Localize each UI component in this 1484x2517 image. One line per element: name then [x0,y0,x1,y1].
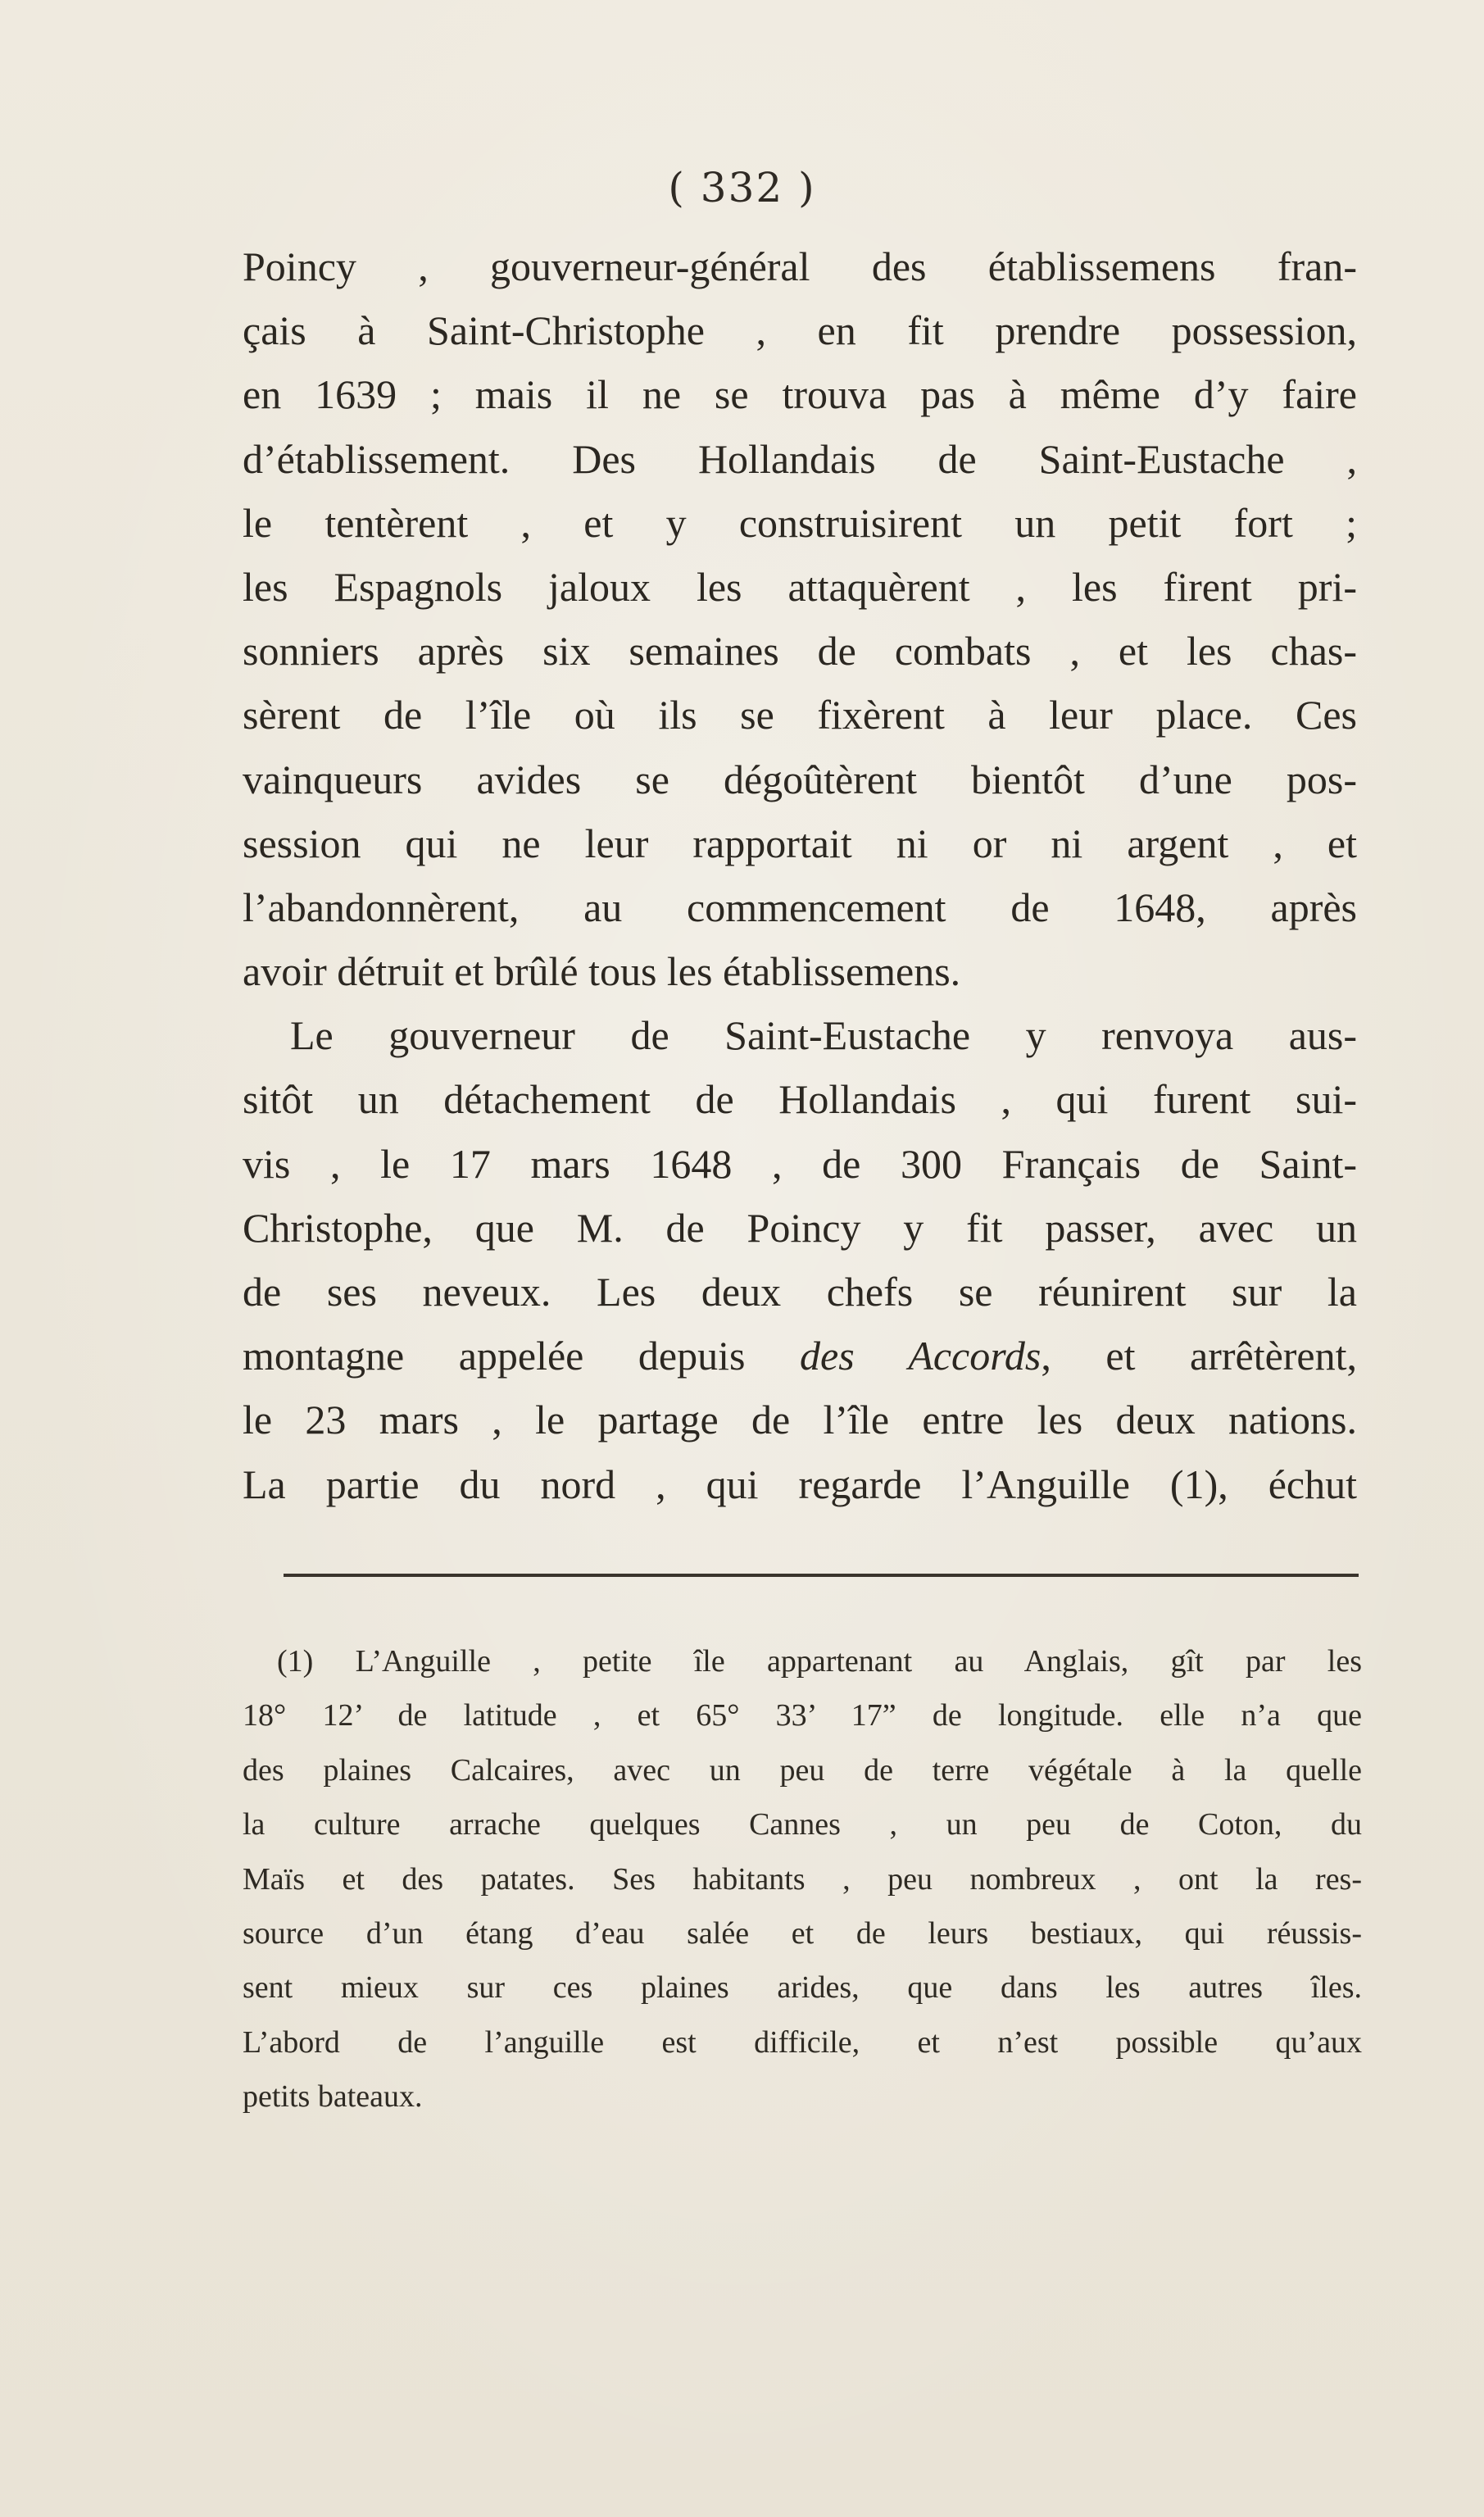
footnote-line: Maïs et des patates. Ses habitants , peu nombreux , ont la res- [243,1861,1362,1897]
italic-place-name: des Accords [800,1333,1042,1379]
body-line: d’établissement. Des Hollandais de Saint-Eustache , [243,435,1357,482]
body-line: Poincy , gouverneur-général des établissemens fran- [243,243,1357,289]
body-line: çais à Saint-Christophe , en fit prendre possession, [243,307,1357,354]
footnote-line: source d’un étang d’eau salée et de leurs bestiaux, qui réussis- [243,1915,1362,1951]
footnote-line: L’abord de l’anguille est difficile, et n’est possible qu’aux [243,2024,1362,2060]
body-text [243,234,1357,1516]
body-line: l’abandonnèrent, au commencement de 1648, après [243,884,1357,930]
body-line: en 1639 ; mais il ne se trouva pas à même d’y faire [243,371,1357,418]
footnote-separator-rule [284,1574,1359,1577]
footnote [243,1634,1362,2124]
footnote-line: 18° 12’ de latitude , et 65° 33’ 17” de longitude. elle n’a que [243,1698,1362,1733]
body-line: Le gouverneur de Saint-Eustache y renvoya aus- [290,1012,1357,1059]
body-line: de ses neveux. Les deux chefs se réunirent sur la [243,1269,1357,1315]
body-line: vis , le 17 mars 1648 , de 300 Français de Saint- [243,1140,1357,1187]
body-line: le 23 mars , le partage de l’île entre les deux nations. [243,1397,1357,1443]
body-line: Christophe, que M. de Poincy y fit passer, avec un [243,1204,1357,1251]
body-line: avoir détruit et brûlé tous les établissemens. [243,948,961,995]
body-line: vainqueurs avides se dégoûtèrent bientôt d’une pos- [243,756,1357,802]
body-line: La partie du nord , qui regarde l’Anguille (1), échut [243,1461,1357,1507]
footnote-line: sent mieux sur ces plaines arides, que dans les autres îles. [243,1970,1362,2006]
footnote-line: des plaines Calcaires, avec un peu de terre végétale à la quelle [243,1752,1362,1788]
body-text-segment: , et arrêtèrent, [1041,1333,1358,1379]
body-line: session qui ne leur rapportait ni or ni argent , et [243,820,1357,866]
body-line: sèrent de l’île où ils se fixèrent à leur place. Ces [243,692,1357,738]
body-text-segment: montagne appelée depuis [243,1333,801,1379]
footnote-line: la culture arrache quelques Cannes , un peu de Coton, du [243,1807,1362,1842]
body-line: le tentèrent , et y construisirent un petit fort ; [243,499,1357,546]
footnote-line: petits bateaux. [243,2079,423,2115]
page-number: ( 332 ) [668,164,816,211]
body-line: sitôt un détachement de Hollandais , qui furent sui- [243,1076,1357,1123]
body-line: sonniers après six semaines de combats , et les chas- [243,628,1357,675]
footnote-line: (1) L’Anguille , petite île appartenant au Anglais, gît par les [277,1644,1362,1679]
body-line: les Espagnols jaloux les attaquèrent , les firent pri- [243,563,1357,610]
body-line-with-italic [243,1324,1357,1388]
